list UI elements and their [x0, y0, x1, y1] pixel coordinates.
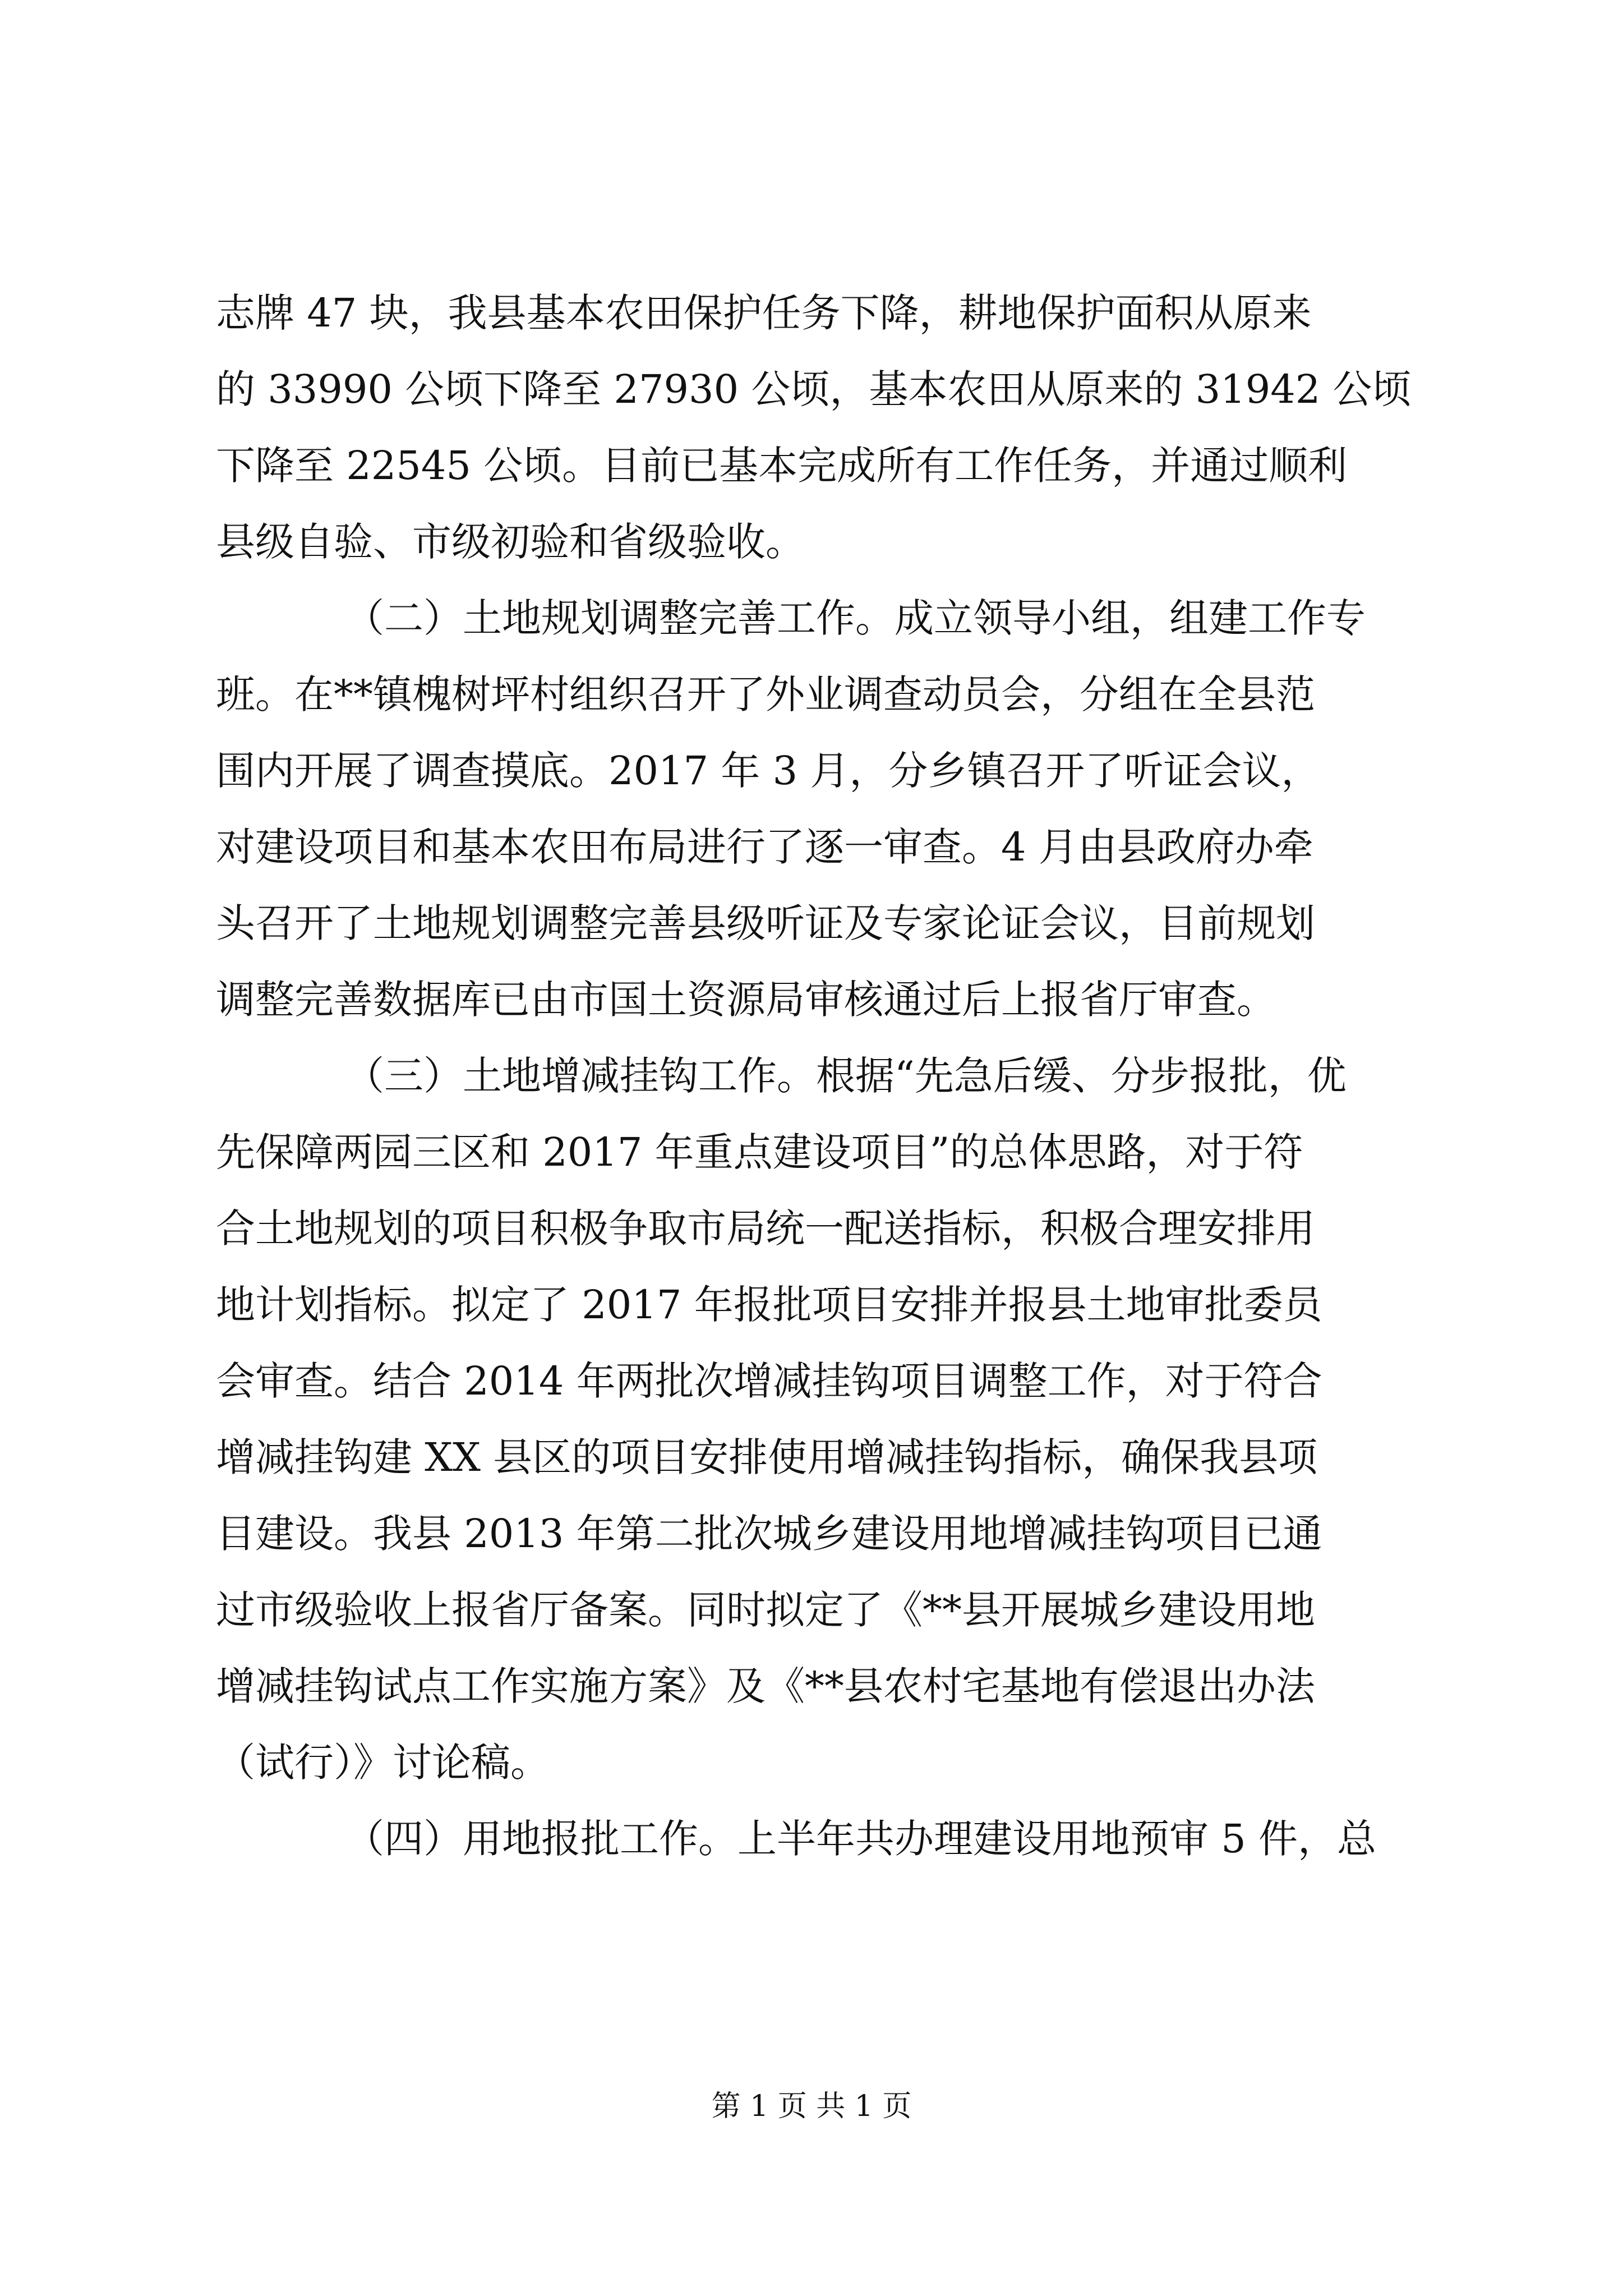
- paragraph-start-line: （二）土地规划调整完善工作。成立领导小组，组建工作专: [345, 595, 1366, 641]
- text-line: 会审查。结合 2014 年两批次增减挂钩项目调整工作，对于符合: [216, 1358, 1322, 1404]
- text-line: 志牌 47 块，我县基本农田保护任务下降，耕地保护面积从原来: [216, 290, 1312, 336]
- text-line: 增减挂钩试点工作实施方案》及《**县农村宅基地有偿退出办法: [216, 1663, 1315, 1709]
- paragraph-start-line: （三）土地增减挂钩工作。根据“先急后缓、分步报批，优: [345, 1053, 1347, 1099]
- text-line: 的 33990 公顷下降至 27930 公顷，基本农田从原来的 31942 公顷: [216, 366, 1412, 412]
- paragraph-start-line: （四）用地报批工作。上半年共办理建设用地预审 5 件，总: [345, 1816, 1377, 1862]
- text-line: （试行）》讨论稿。: [216, 1740, 550, 1786]
- page-footer: [0, 2084, 1623, 2129]
- text-line: 合土地规划的项目积极争取市局统一配送指标，积极合理安排用: [216, 1205, 1315, 1251]
- document-body: [216, 275, 1413, 1877]
- text-line: 下降至 22545 公顷。目前已基本完成所有工作任务，并通过顺利: [216, 443, 1348, 489]
- text-line: 地计划指标。拟定了 2017 年报批项目安排并报县土地审批委员: [216, 1282, 1322, 1328]
- text-line: 先保障两园三区和 2017 年重点建设项目”的总体思路，对于符: [216, 1129, 1303, 1175]
- text-line: 过市级验收上报省厅备案。同时拟定了《**县开展城乡建设用地: [216, 1587, 1315, 1633]
- text-line: 班。在**镇槐树坪村组织召开了外业调查动员会，分组在全县范: [216, 671, 1315, 717]
- text-line: 调整完善数据库已由市国土资源局审核通过后上报省厅审查。: [216, 977, 1276, 1023]
- text-line: 头召开了土地规划调整完善县级听证及专家论证会议，目前规划: [216, 900, 1315, 946]
- text-line: 增减挂钩建 XX 县区的项目安排使用增减挂钩指标，确保我县项: [216, 1434, 1318, 1480]
- text-line: 围内开展了调查摸底。2017 年 3 月，分乡镇召开了听证会议，: [216, 748, 1321, 794]
- page-number-label: 第 1 页 共 1 页: [711, 2090, 912, 2123]
- text-line: 对建设项目和基本农田布局进行了逐一审查。4 月由县政府办牵: [216, 824, 1313, 870]
- text-line: 县级自验、市级初验和省级验收。: [216, 519, 805, 565]
- text-line: 目建设。我县 2013 年第二批次城乡建设用地增减挂钩项目已通: [216, 1511, 1322, 1557]
